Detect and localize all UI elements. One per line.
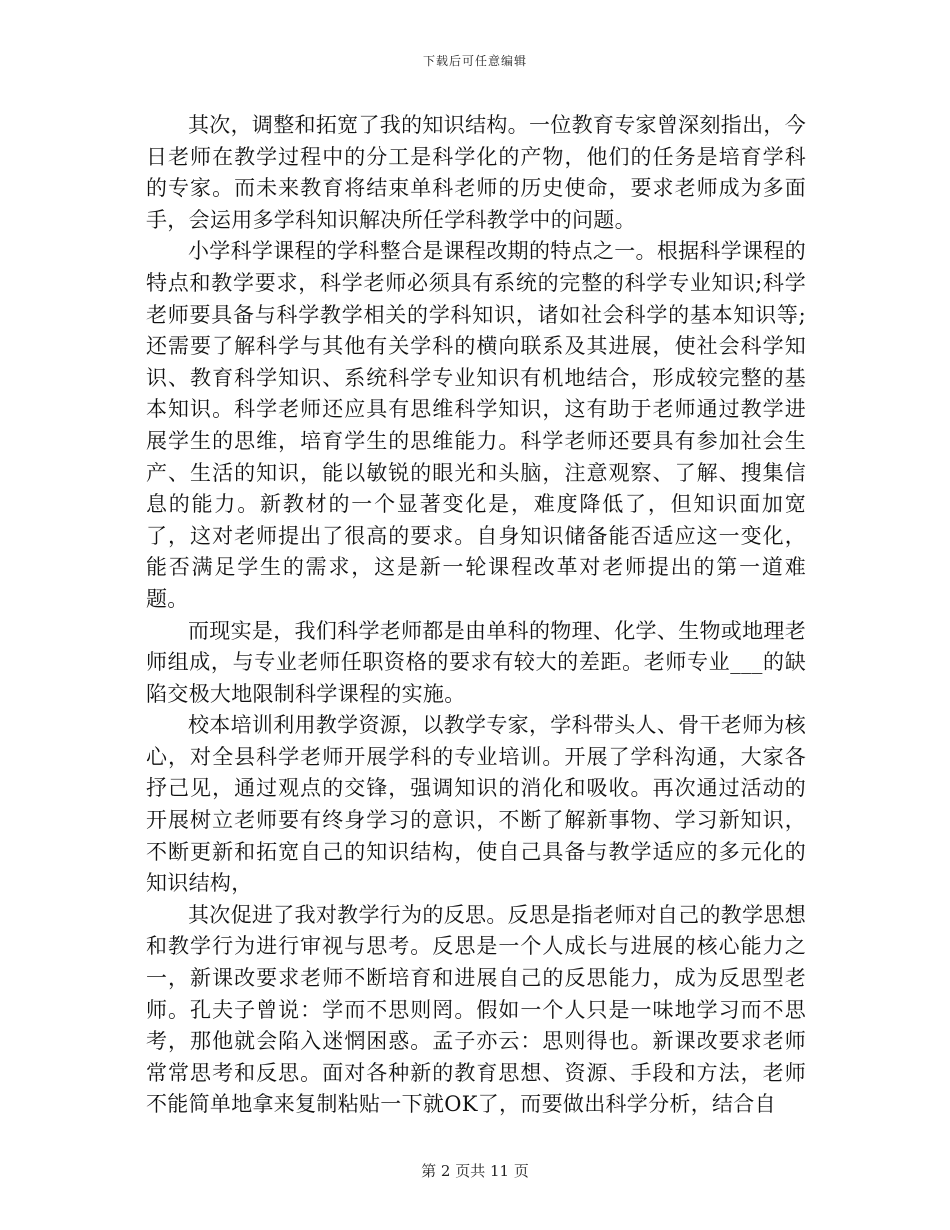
page-footer: 第 2 页共 11 页 (421, 1162, 529, 1180)
page-header: 下载后可任意编辑 (422, 54, 527, 68)
paragraph-2: 小学科学课程的学科整合是课程改期的特点之一。根据科学课程的特点和教学要求，科学老师必须具有系统的完整的科学专业知识;科学老师要具备与科学教学相关的学科知识，诸如社会科学的基本知识等;还需要了解科学与其他有关学科的横向联系及其进展，使社会科学知识、教育科学知识、系统科学专业知识有机地结合，形成较完整的基本知识。科学老师还应具有思维科学知识，这有助于老师通过教学进展学生的思维，培育学生的思维能力。科学老师还要具有参加社会生产、生活的知识，能以敏锐的眼光和头脑，注意观察、了解、搜集信息的能力。新教材的一个显著变化是，难度降低了，但知识面加宽了，这对老师提出了很高的要求。自身知识储备能否适应这一变化，能否满足学生的需求，这是新一轮课程改革对老师提出的第一道难题。 (146, 239, 806, 611)
paragraph-1: 其次，调整和拓宽了我的知识结构。一位教育专家曾深刻指出，今日老师在教学过程中的分工是科学化的产物，他们的任务是培育学科的专家。而未来教育将结束单科老师的历史使命，要求老师成为多面手，会运用多学科知识解决所任学科教学中的问题。 (146, 113, 806, 232)
paragraph-4: 校本培训利用教学资源，以教学专家，学科带头人、骨干老师为核心，对全县科学老师开展学科的专业培训。开展了学科沟通，大家各抒己见，通过观点的交锋，强调知识的消化和吸收。再次通过活动的开展树立老师要有终身学习的意识，不断了解新事物、学习新知识，不断更新和拓宽自己的知识结构，使自己具备与教学适应的多元化的知识结构， (146, 713, 806, 896)
paragraph-5: 其次促进了我对教学行为的反思。反思是指老师对自己的教学思想和教学行为进行审视与思考。反思是一个人成长与进展的核心能力之一，新课改要求老师不断培育和进展自己的反思能力，成为反思型老师。孔夫子曾说：学而不思则罔。假如一个人只是一味地学习而不思考，那他就会陷入迷惘困惑。孟子亦云：思则得也。新课改要求老师常常思考和反思。面对各种新的教育思想、资源、手段和方法，老师不能简单地拿来复制粘贴一下就OK了，而要做出科学分析，结合自 (146, 902, 806, 1117)
paragraph-3: 而现实是，我们科学老师都是由单科的物理、化学、生物或地理老师组成，与专业老师任职资格的要求有较大的差距。老师专业___的缺陷交极大地限制科学课程的实施。 (146, 618, 806, 706)
document-body (146, 110, 806, 1121)
